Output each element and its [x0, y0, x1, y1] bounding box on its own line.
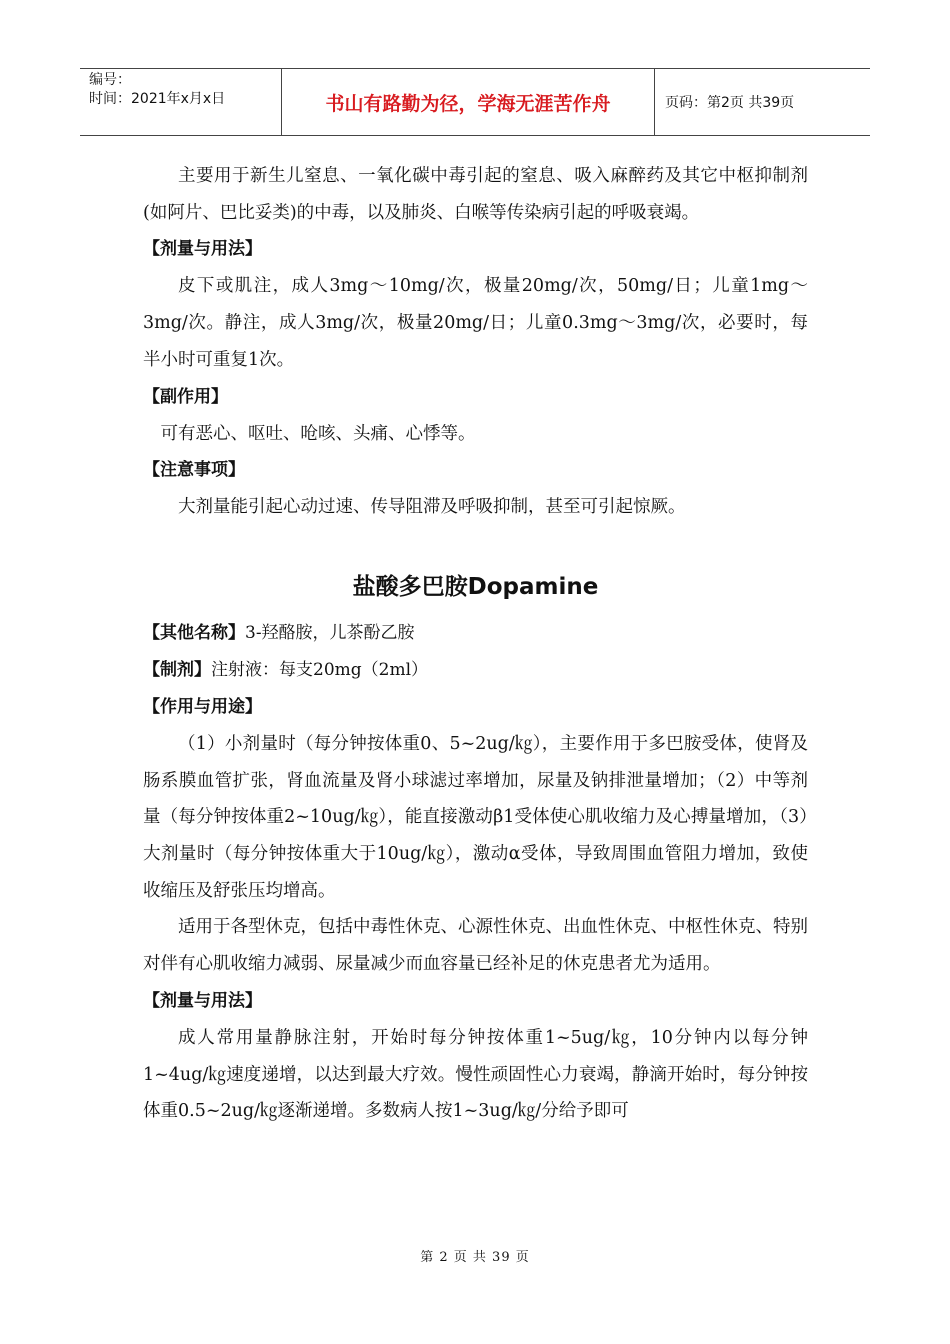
- preparation-text: 注射液：每支20mg（2ml）: [211, 659, 429, 680]
- dosage-heading: 【剂量与用法】: [143, 239, 262, 260]
- dopamine-dosage-paragraph: 成人常用量静脉注射，开始时每分钟按体重1~5ug/㎏，10分钟内以每分钟1~4ug/㎏速度递增，以达到最大疗效。慢性顽固性心力衰竭，静滴开始时，每分钟按体重0.5~2ug/㎏逐渐递增。多数病人按1~3ug/㎏/分给予即可: [143, 1027, 808, 1122]
- other-names-text: 3-羟酪胺，儿茶酚乙胺: [245, 622, 415, 643]
- precautions-paragraph: 大剂量能引起心动过速、传导阻滞及呼吸抑制，甚至可引起惊厥。: [178, 497, 686, 518]
- page-footer: 第 2 页 共 39 页: [420, 1250, 530, 1265]
- side-effects-paragraph: 可有恶心、呕吐、呛咳、头痛、心悸等。: [160, 423, 476, 444]
- usage-paragraph: 主要用于新生儿窒息、一氧化碳中毒引起的窒息、吸入麻醉药及其它中枢抑制剂(如阿片、巴比妥类)的中毒，以及肺炎、白喉等传染病引起的呼吸衰竭。: [143, 166, 808, 223]
- page-header: [80, 68, 870, 136]
- drug-title: 盐酸多巴胺Dopamine: [352, 573, 599, 600]
- other-names-heading: 【其他名称】: [143, 622, 245, 643]
- document-body: [143, 158, 808, 1130]
- preparation-line: [143, 652, 808, 689]
- header-motto: 书山有路勤为径，学海无涯苦作舟: [282, 69, 655, 135]
- dosage-paragraph: 皮下或肌注，成人3mg～10mg/次，极量20mg/次，50mg/日；儿童1mg～3mg/次。静注，成人3mg/次，极量20mg/日；儿童0.3mg～3mg/次，必要时，每半小时可重复1次。: [143, 276, 808, 370]
- header-meta: [80, 69, 282, 135]
- other-names-line: [143, 615, 808, 652]
- side-effects-heading: 【副作用】: [143, 386, 228, 407]
- preparation-heading: 【制剂】: [143, 659, 211, 680]
- header-number-label: 编号：: [89, 72, 131, 88]
- header-page-label: 页码：第2页 共39页: [665, 95, 795, 111]
- dopamine-dosage-heading: 【剂量与用法】: [143, 990, 262, 1011]
- header-time-label: 时间：2021年x月x日: [89, 91, 226, 107]
- precautions-heading: 【注意事项】: [143, 460, 245, 481]
- action-paragraph-1: （1）小剂量时（每分钟按体重0、5~2ug/㎏），主要作用于多巴胺受体，使肾及肠系膜血管扩张，肾血流量及肾小球滤过率增加，尿量及钠排泄量增加；（2）中等剂量（每分钟按体重2~10ug/㎏），能直接激动β1受体使心肌收缩力及心搏量增加，（3）大剂量时（每分钟按体重大于10ug/㎏），激动α受体，导致周围血管阻力增加，致使收缩压及舒张压均增高。: [143, 733, 808, 901]
- action-paragraph-2: 适用于各型休克，包括中毒性休克、心源性休克、出血性休克、中枢性休克、特别对伴有心肌收缩力减弱、尿量减少而血容量已经补足的休克患者尤为适用。: [143, 917, 808, 975]
- action-heading: 【作用与用途】: [143, 696, 262, 717]
